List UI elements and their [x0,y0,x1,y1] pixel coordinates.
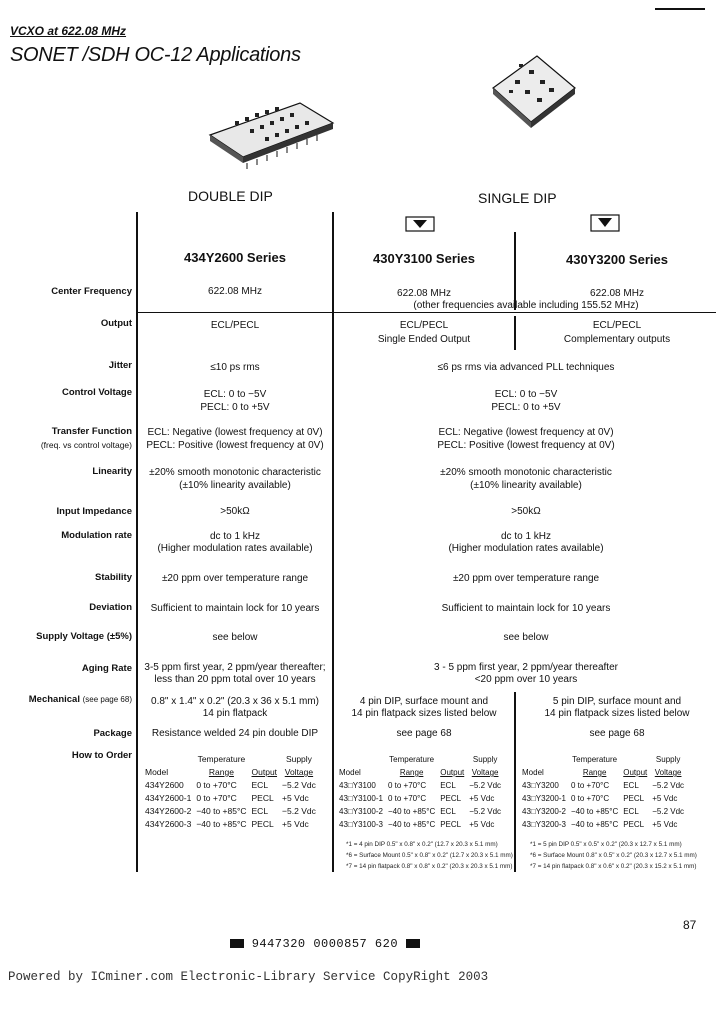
double-mechanical-2: 14 pin flatpack [202,708,268,719]
label-modulation-rate: Modulation rate [61,530,132,541]
s3200-output-1: ECL/PECL [592,320,642,331]
table-row [145,793,319,804]
double-control-voltage-2: PECL: 0 to +5V [200,402,270,413]
order-model: 434Y2600-2 [145,806,192,816]
table-row [145,806,319,817]
double-package: Resistance welded 24 pin double DIP [151,728,319,739]
order-head-model [522,754,569,765]
order-range: −40 to +85°C [570,807,619,816]
order-output: ECL [440,807,456,816]
order-output: ECL [623,807,639,816]
label-linearity: Linearity [92,466,132,477]
single-stability: ±20 ppm over temperature range [452,573,600,584]
table-row [339,780,504,791]
order-range: 0 to +70°C [570,781,610,790]
double-stability: ±20 ppm over temperature range [161,573,309,584]
double-aging-2: less than 20 ppm total over 10 years [154,674,316,685]
s3100-package: see page 68 [396,728,452,739]
note-3100-6: *6 = Surface Mount 0.5" x 0.8" x 0.2" (12.7 x 20.3 x 5.1 mm) [346,852,513,859]
order-model: 43□Y3100-3 [339,820,383,829]
note-3200-6: *6 = Surface Mount 0.8" x 0.5" x 0.2" (20.3 x 12.7 x 5.1 mm) [530,852,697,859]
table-row [339,793,504,804]
single-aging-2: <20 ppm over 10 years [474,674,578,685]
label-deviation: Deviation [89,602,132,613]
s3200-mechanical-1: 5 pin DIP, surface mount and [552,696,682,707]
order-head-voltage: Voltage [284,767,314,777]
order-table-double [143,752,321,832]
col-divider-2 [332,212,334,872]
label-supply-voltage: Supply Voltage (±5%) [36,631,132,642]
label-transfer-function: Transfer Function [51,426,132,437]
double-linearity-1: ±20% smooth monotonic characteristic [149,467,321,478]
table-row [145,819,319,830]
double-supply-voltage: see below [212,632,258,643]
single-deviation: Sufficient to maintain lock for 10 years [441,603,611,614]
order-head-model [145,754,194,765]
order-voltage: +5 Vdc [469,820,495,829]
order-output: ECL [251,806,269,816]
order-head-voltage: Voltage [654,768,682,777]
order-head-model-label: Model [145,767,169,777]
order-head-output-blank [252,754,281,765]
order-head-voltage: Voltage [471,768,499,777]
page-kicker: VCXO at 622.08 MHz [10,24,127,38]
order-range: 0 to +70°C [570,794,610,803]
order-range: 0 to +70°C [196,780,237,790]
single-transfer-2: PECL: Positive (lowest frequency at 0V) [437,440,615,451]
double-mechanical-1: 0.8" x 1.4" x 0.2" (20.3 x 36 x 5.1 mm) [151,696,319,707]
order-voltage: −5.2 Vdc [282,780,316,790]
single-aging-1: 3 - 5 ppm first year, 2 ppm/year thereafter [434,662,618,673]
label-aging-rate: Aging Rate [81,663,132,674]
double-jitter: ≤10 ps rms [210,362,260,373]
order-table-3200 [520,752,689,832]
row-rule [136,312,716,313]
table-row [522,819,687,830]
double-deviation: Sufficient to maintain lock for 10 years [150,603,320,614]
order-range: −40 to +85°C [196,819,247,829]
col-divider-1 [136,212,138,872]
order-voltage: −5.2 Vdc [652,781,685,790]
order-head-output: Output [251,767,278,777]
order-output: PECL [623,794,645,803]
series-430y3200: 430Y3200 Series [566,252,668,267]
order-head-supply: Supply [285,754,312,764]
4-pin-package-icon [405,216,435,232]
table-row [145,780,319,791]
order-model: 43□Y3100 [339,781,376,790]
single-jitter: ≤6 ps rms via advanced PLL techniques [437,362,615,373]
label-stability: Stability [95,572,132,583]
double-transfer-2: PECL: Positive (lowest frequency at 0V) [146,440,324,451]
order-output: ECL [251,780,269,790]
5-pin-package-icon [590,214,620,232]
order-voltage: +5 Vdc [282,819,309,829]
single-supply-voltage: see below [503,632,549,643]
footer-copyright: Powered by ICminer.com Electronic-Library Service CopyRight 2003 [8,970,489,984]
double-output: ECL/PECL [210,320,260,331]
order-model: 43□Y3200-3 [522,820,566,829]
order-voltage: +5 Vdc [652,794,678,803]
label-mechanical [10,694,132,706]
order-head-output: Output [623,768,648,777]
order-voltage: +5 Vdc [652,820,678,829]
label-control-voltage: Control Voltage [61,387,132,398]
single-frequency-note: (other frequencies available including 155.52 MHz) [413,300,639,311]
order-head-output-blank [623,754,650,765]
s3100-mechanical-1: 4 pin DIP, surface mount and [359,696,489,707]
s3100-center-frequency: 622.08 MHz [397,288,451,299]
order-voltage: −5.2 Vdc [282,806,316,816]
col-divider-3c [514,692,516,872]
single-input-impedance: >50kΩ [511,506,541,517]
order-head-model [339,754,386,765]
double-dip-package-image [205,95,335,170]
order-range: 0 to +70°C [196,793,237,803]
table-row [339,806,504,817]
double-aging-1: 3-5 ppm first year, 2 ppm/year thereafter; [144,662,326,673]
double-input-impedance: >50kΩ [220,506,250,517]
double-linearity-2: (±10% linearity available) [179,480,291,491]
order-voltage: +5 Vdc [469,794,495,803]
order-voltage: +5 Vdc [282,793,309,803]
label-jitter: Jitter [108,360,132,371]
barcode-block-right [406,939,420,948]
label-input-impedance: Input Impedance [56,506,132,517]
col-divider-3b [514,316,516,350]
order-head-range: Range [399,768,424,777]
order-model: 434Y2600 [145,780,184,790]
table-row [522,780,687,791]
page-number: 87 [683,918,697,932]
section-double-dip: DOUBLE DIP [188,188,273,204]
barcode-line [230,937,420,951]
barcode-text: 9447320 0000857 620 [251,937,399,951]
order-head-model-label: Model [339,768,361,777]
order-head-supply: Supply [472,755,498,764]
single-transfer-1: ECL: Negative (lowest frequency at 0V) [438,427,614,438]
order-model: 43□Y3200 [522,781,559,790]
order-range: −40 to +85°C [196,806,247,816]
s3100-output-2: Single Ended Output [377,334,471,345]
double-modulation-1: dc to 1 kHz [209,531,261,542]
label-mechanical-text: Mechanical [28,694,80,705]
order-voltage: −5.2 Vdc [469,807,502,816]
note-3100-7: *7 = 14 pin flatpack 0.8" x 0.8" x 0.2" (20.3 x 20.3 x 5.1 mm) [346,863,513,870]
note-3200-1: *1 = 5 pin DIP 0.5" x 0.5" x 0.2" (20.3 x 12.7 x 5.1 mm) [530,841,682,848]
order-output: PECL [251,793,274,803]
double-transfer-1: ECL: Negative (lowest frequency at 0V) [147,427,323,438]
page-title: SONET /SDH OC-12 Applications [10,44,301,66]
label-output: Output [100,318,132,329]
label-how-to-order: How to Order [71,750,132,761]
order-output: PECL [251,819,274,829]
order-output: PECL [440,820,462,829]
order-range: −40 to +85°C [387,807,436,816]
barcode-block-left [230,939,244,948]
order-head-temp: Temperature [572,755,618,764]
order-head-range: Range [582,768,607,777]
single-linearity-2: (±10% linearity available) [470,480,582,491]
order-output: PECL [440,794,462,803]
label-mechanical-sub: (see page 68) [82,695,132,704]
order-head-temp: Temperature [389,755,435,764]
single-modulation-1: dc to 1 kHz [500,531,552,542]
order-head-range: Range [208,767,234,777]
order-model: 434Y2600-3 [145,819,192,829]
s3200-center-frequency: 622.08 MHz [590,288,644,299]
table-row [522,793,687,804]
order-output: PECL [623,820,645,829]
table-row [522,806,687,817]
order-head-supply: Supply [655,755,681,764]
double-modulation-2: (Higher modulation rates available) [157,543,313,554]
order-model: 43□Y3100-2 [339,807,383,816]
series-434y2600: 434Y2600 Series [184,250,286,265]
corner-rule [655,8,705,10]
order-head-output: Output [440,768,465,777]
order-range: 0 to +70°C [387,794,427,803]
note-3100-1: *1 = 4 pin DIP 0.5" x 0.8" x 0.2" (12.7 x 20.3 x 5.1 mm) [346,841,498,848]
single-linearity-1: ±20% smooth monotonic characteristic [440,467,612,478]
order-head-temp: Temperature [197,754,246,764]
s3100-mechanical-2: 14 pin flatpack sizes listed below [351,708,497,719]
label-transfer-function-sub: (freq. vs control voltage) [40,440,132,450]
section-single-dip: SINGLE DIP [478,190,557,206]
table-row [339,819,504,830]
order-model: 43□Y3200-1 [522,794,566,803]
s3200-package: see page 68 [589,728,645,739]
order-table-3100 [337,752,506,832]
single-control-voltage-2: PECL: 0 to +5V [491,402,561,413]
order-model: 434Y2600-1 [145,793,192,803]
order-range: −40 to +85°C [387,820,436,829]
col-divider-3a [514,232,516,310]
order-range: 0 to +70°C [387,781,427,790]
order-voltage: −5.2 Vdc [469,781,502,790]
s3200-mechanical-2: 14 pin flatpack sizes listed below [544,708,690,719]
order-voltage: −5.2 Vdc [652,807,685,816]
order-output: ECL [440,781,456,790]
s3100-output-1: ECL/PECL [399,320,449,331]
note-3200-7: *7 = 14 pin flatpack 0.8" x 0.6" x 0.2" (20.3 x 15.2 x 5.1 mm) [530,863,697,870]
order-head-model-label: Model [522,768,544,777]
order-model: 43□Y3200-2 [522,807,566,816]
label-package: Package [93,728,132,739]
double-control-voltage-1: ECL: 0 to −5V [203,389,267,400]
single-modulation-2: (Higher modulation rates available) [448,543,604,554]
order-output: ECL [623,781,639,790]
s3200-output-2: Complementary outputs [563,334,671,345]
order-head-output-blank [440,754,467,765]
label-center-frequency: Center Frequency [51,286,132,297]
series-430y3100: 430Y3100 Series [373,251,475,266]
order-model: 43□Y3100-1 [339,794,383,803]
single-dip-package-image [485,50,580,135]
single-control-voltage-1: ECL: 0 to −5V [494,389,558,400]
double-center-frequency: 622.08 MHz [208,286,262,297]
order-range: −40 to +85°C [570,820,619,829]
